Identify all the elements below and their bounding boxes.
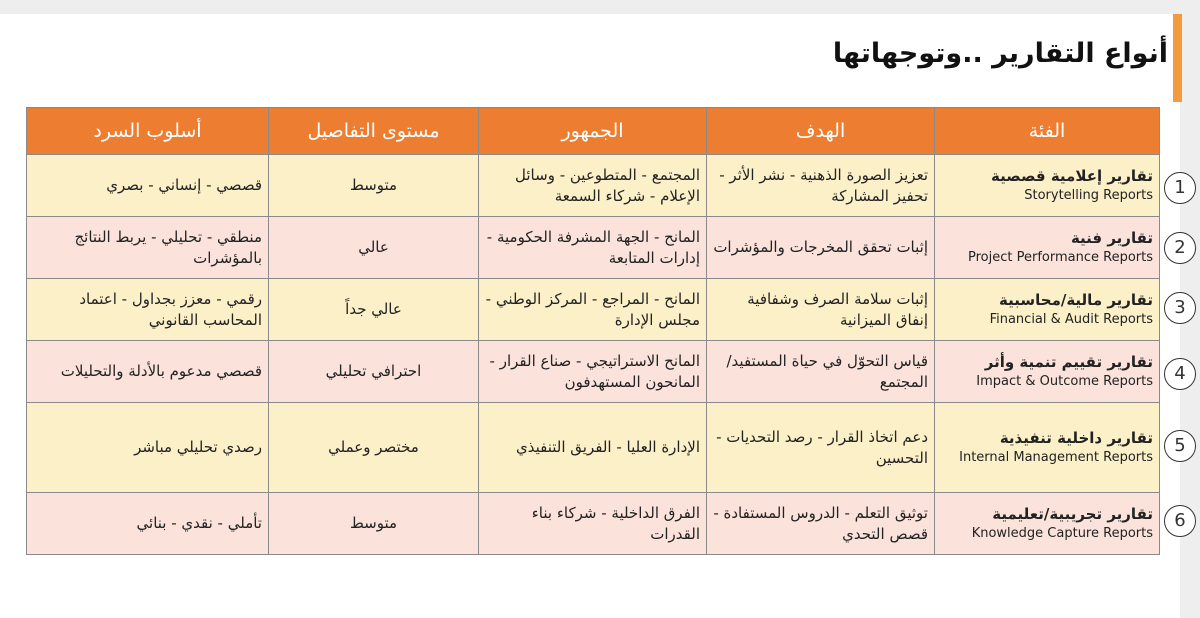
category-ar: تقارير تجريبية/تعليمية [992,505,1153,523]
audience-cell: الفرق الداخلية - شركاء بناء القدرات [479,493,707,555]
row-number-4: 4 [1164,358,1196,390]
table-row [27,493,1160,555]
goal-cell: قياس التحوّل في حياة المستفيد/المجتمع [707,341,935,403]
page-title: أنواع التقارير ..وتوجهاتها [832,38,1168,69]
category-en: Financial & Audit Reports [989,312,1153,327]
row-number-6: 6 [1164,505,1196,537]
style-cell: تأملي - نقدي - بنائي [27,493,269,555]
category-ar: تقارير فنية [1070,229,1153,247]
header-detail: مستوى التفاصيل [269,108,479,155]
detail-cell: متوسط [269,155,479,217]
audience-cell: المانح - المراجع - المركز الوطني - مجلس الإدارة [479,279,707,341]
audience-cell: المانح - الجهة المشرفة الحكومية - إدارات المتابعة [479,217,707,279]
row-number-5: 5 [1164,430,1196,462]
goal-cell: إثبات تحقق المخرجات والمؤشرات [707,217,935,279]
table-row [27,403,1160,493]
category-cell [935,217,1160,279]
accent-bar [1173,14,1182,102]
category-ar: تقارير مالية/محاسبية [999,291,1153,309]
goal-cell: دعم اتخاذ القرار - رصد التحديات - التحسين [707,403,935,493]
category-en: Project Performance Reports [968,250,1153,265]
goal-cell: توثيق التعلم - الدروس المستفادة - قصص التحدي [707,493,935,555]
style-cell: رقمي - معزز بجداول - اعتماد المحاسب القانوني [27,279,269,341]
category-cell [935,403,1160,493]
header-goal: الهدف [707,108,935,155]
header-category: الفئة [935,108,1160,155]
audience-cell: المجتمع - المتطوعين - وسائل الإعلام - شركاء السمعة [479,155,707,217]
category-ar: تقارير تقييم تنمية وأثر [984,353,1153,371]
detail-cell: متوسط [269,493,479,555]
category-cell [935,155,1160,217]
detail-cell: عالي جداً [269,279,479,341]
header-row [27,108,1160,155]
row-number-1: 1 [1164,172,1196,204]
detail-cell: عالي [269,217,479,279]
table-row [27,279,1160,341]
table-row [27,217,1160,279]
row-number-3: 3 [1164,292,1196,324]
goal-cell: تعزيز الصورة الذهنية - نشر الأثر - تحفيز المشاركة [707,155,935,217]
style-cell: رصدي تحليلي مباشر [27,403,269,493]
table-row [27,341,1160,403]
goal-cell: إثبات سلامة الصرف وشفافية إنفاق الميزانية [707,279,935,341]
category-en: Storytelling Reports [1024,188,1153,203]
report-types-table [26,107,1160,555]
category-en: Impact & Outcome Reports [976,374,1153,389]
category-ar: تقارير إعلامية قصصية [991,167,1153,185]
style-cell: منطقي - تحليلي - يربط النتائج بالمؤشرات [27,217,269,279]
category-en: Knowledge Capture Reports [971,526,1153,541]
audience-cell: الإدارة العليا - الفريق التنفيذي [479,403,707,493]
style-cell: قصصي مدعوم بالأدلة والتحليلات [27,341,269,403]
style-cell: قصصي - إنساني - بصري [27,155,269,217]
audience-cell: المانح الاستراتيجي - صناع القرار - المانحون المستهدفون [479,341,707,403]
row-number-2: 2 [1164,232,1196,264]
category-cell [935,493,1160,555]
detail-cell: احترافي تحليلي [269,341,479,403]
category-ar: تقارير داخلية تنفيذية [999,429,1153,447]
table-row [27,155,1160,217]
detail-cell: مختصر وعملي [269,403,479,493]
header-style: أسلوب السرد [27,108,269,155]
category-en: Internal Management Reports [959,450,1153,465]
category-cell [935,279,1160,341]
header-audience: الجمهور [479,108,707,155]
category-cell [935,341,1160,403]
